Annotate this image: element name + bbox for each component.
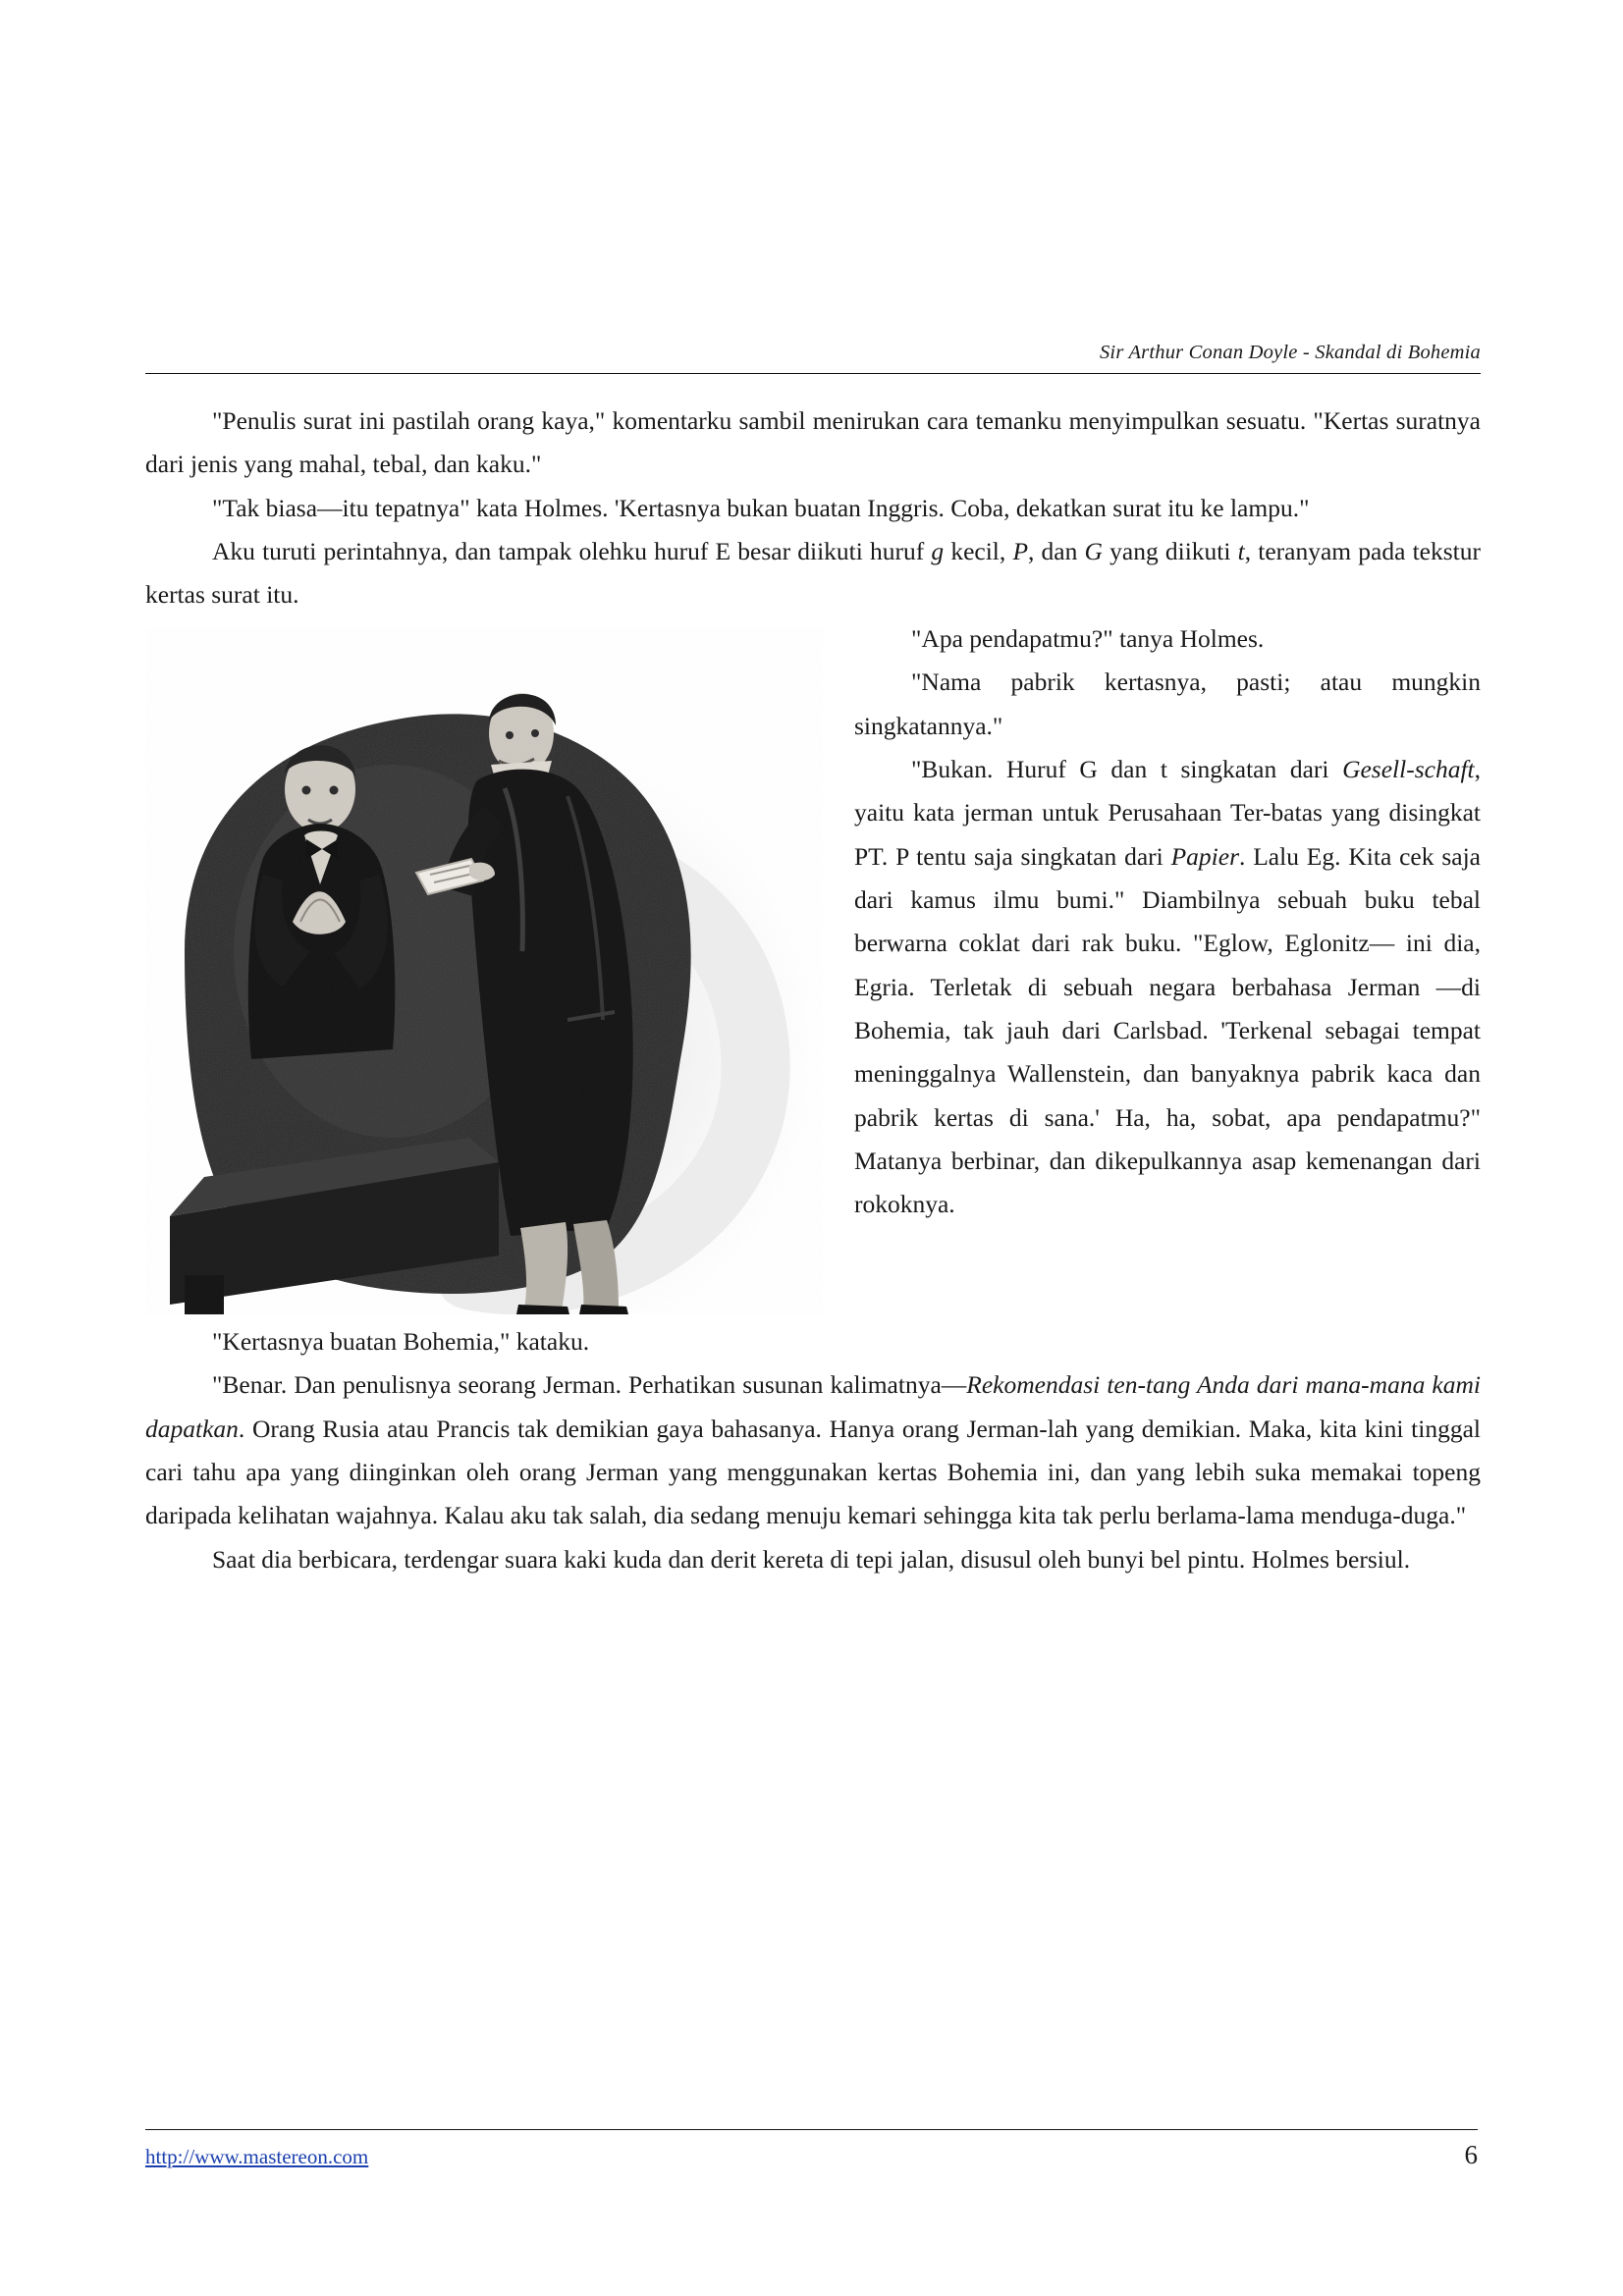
wrapped-3-part-a: "Bukan. Huruf G dan t singkatan dari xyxy=(911,754,1343,783)
footer-rule xyxy=(145,2129,1478,2130)
paragraph-4: "Kertasnya buatan Bohemia," kataku. xyxy=(212,1326,590,1356)
paragraph-6: Saat dia berbicara, terdengar suara kaki kuda dan derit kereta di tepi jalan, disusul oleh bunyi bel pintu. Holmes bersiul. xyxy=(212,1544,1411,1574)
page-number: 6 xyxy=(1464,2140,1478,2169)
running-header: Sir Arthur Conan Doyle - Skandal di Bohemia xyxy=(1099,342,1481,363)
paragraph-3-part-e: , teranyam pada tekstur kertas surat itu. xyxy=(145,537,1481,610)
paragraph-5-italic-quote: Rekomendasi ten-tang Anda dari mana-mana kami dapatkan xyxy=(145,1370,1482,1443)
footer-row xyxy=(145,2140,1478,2170)
header-rule xyxy=(145,373,1481,374)
paragraph-3 xyxy=(145,530,1481,617)
page-footer xyxy=(145,2129,1478,2170)
wrapped-3-part-c: . Lalu Eg. Kita cek saja dari kamus ilmu bumi." Diambilnya sebuah buku tebal berwarna coklat dari rak buku. "Eglow, Eglonitz— ini dia, Egria. Terletak di sebuah negara berbahasa Jerman —di Bohemia, tak jauh dari Carlsbad. 'Terkenal sebagai tempat meninggalnya Wallenstein, dan banyaknya pabrik kaca dan pabrik kertas di sana.' Ha, ha, sobat, apa pendapatmu?" Matanya berbinar, dan dikepulkannya asap kemenangan dari rokoknya. xyxy=(854,841,1481,1219)
footer-link[interactable]: http://www.mastereon.com xyxy=(145,2145,369,2168)
paragraph-1: "Penulis surat ini pastilah orang kaya," komentarku sambil menirukan cara temanku menyimpulkan sesuatu. "Kertas suratnya dari jenis yang mahal, tebal, dan kaku." xyxy=(145,406,1481,479)
paragraph-3-italic-p: P xyxy=(1012,537,1029,566)
paragraph-3-italic-g: g xyxy=(931,537,945,566)
paragraph-2: "Tak biasa—itu tepatnya" kata Holmes. 'Kertasnya bukan buatan Inggris. Coba, dekatkan surat itu ke lampu." xyxy=(212,493,1310,522)
paragraph-3-part-d: yang diikuti xyxy=(1102,537,1238,566)
paragraph-3-part-c: , dan xyxy=(1028,537,1085,566)
paragraph-3-italic-t: t xyxy=(1237,537,1245,566)
paragraph-3-italic-gg: G xyxy=(1084,537,1103,566)
wrapped-3-italic-gesellschaft: Gesell-schaft xyxy=(1342,754,1475,783)
wrapped-3-italic-papier: Papier xyxy=(1170,841,1239,871)
paragraph-5-part-b: . Orang Rusia atau Prancis tak demikian gaya bahasanya. Hanya orang Jerman-lah yang demikian. Maka, kita kini tinggal cari tahu apa yang diinginkan oleh orang Jerman yang menggunakan kertas Bohemia ini, dan yang lebih suka memakai topeng daripada kelihatan wajahnya. Kalau aku tak salah, dia sedang menuju kemari sehingga kita tak perlu berlama-lama menduga-duga." xyxy=(145,1414,1481,1530)
wrapped-paragraph-1: "Apa pendapatmu?" tanya Holmes. xyxy=(911,623,1265,653)
illustration-figure xyxy=(145,627,823,1314)
paragraph-3-part-a: Aku turuti perintahnya, dan tampak olehku huruf E besar diikuti huruf xyxy=(212,537,932,566)
illustration-image xyxy=(145,627,823,1314)
page-content xyxy=(145,342,1481,1581)
wrapped-3-part-b: , yaitu kata jerman untuk Perusahaan Ter-batas yang disingkat PT. P tentu saja singkatan dari xyxy=(854,754,1481,871)
paragraph-5 xyxy=(145,1363,1481,1537)
paragraph-5-part-a: "Benar. Dan penulisnya seorang Jerman. Perhatikan susunan kalimatnya— xyxy=(212,1370,967,1400)
paragraph-3-part-b: kecil, xyxy=(944,537,1013,566)
wrapped-paragraph-2: "Nama pabrik kertasnya, pasti; atau mungkin singkatannya." xyxy=(854,667,1481,740)
